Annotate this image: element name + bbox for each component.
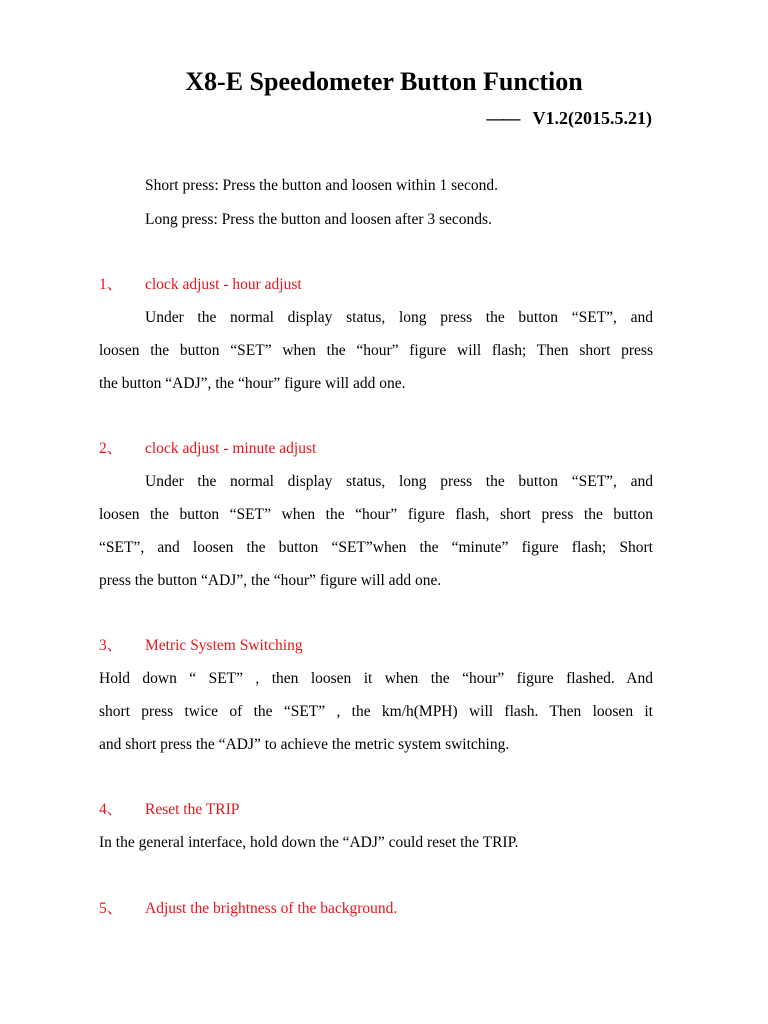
- section-2-line-4: press the button “ADJ”, the “hour” figure will add one.: [99, 572, 442, 589]
- section-1-line-3: the button “ADJ”, the “hour” figure will add one.: [99, 375, 406, 392]
- section-2-line-1: Under the normal display status, long press the button “SET”, and: [145, 473, 653, 490]
- intro-short-press: Short press: Press the button and loosen within 1 second.: [145, 177, 499, 194]
- section-1-number: 1、: [99, 276, 123, 293]
- section-5-title: Adjust the brightness of the background.: [145, 900, 398, 917]
- section-2-line-2: loosen the button “SET” when the “hour” figure flash, short press the button: [99, 506, 653, 523]
- section-3-title: Metric System Switching: [145, 637, 303, 654]
- section-4-heading: [99, 799, 239, 821]
- section-3-number: 3、: [99, 637, 123, 654]
- version-line: [486, 104, 652, 132]
- section-1-title: clock adjust - hour adjust: [145, 276, 302, 293]
- section-3-line-3: and short press the “ADJ” to achieve the metric system switching.: [99, 736, 510, 753]
- section-4-number: 4、: [99, 801, 123, 818]
- section-1-line-1: Under the normal display status, long press the button “SET”, and: [145, 309, 653, 326]
- section-2-line-3: “SET”, and loosen the button “SET”when the “minute” figure flash; Short: [99, 539, 653, 556]
- version-label: V1.2(2015.5.21): [532, 108, 652, 128]
- section-3-line-1: Hold down “ SET” , then loosen it when the “hour” figure flashed. And: [99, 670, 653, 687]
- section-1-line-2: loosen the button “SET” when the “hour” figure will flash; Then short press: [99, 342, 653, 359]
- section-5-number: 5、: [99, 900, 123, 917]
- section-2-title: clock adjust - minute adjust: [145, 440, 317, 457]
- section-3-line-2: short press twice of the “SET” , the km/h(MPH) will flash. Then loosen it: [99, 703, 653, 720]
- page-title: X8-E Speedometer Button Function: [185, 67, 583, 96]
- section-3-heading: [99, 635, 303, 657]
- section-5-heading: [99, 898, 397, 920]
- intro-long-press: Long press: Press the button and loosen after 3 seconds.: [145, 211, 492, 228]
- section-2-heading: [99, 438, 316, 460]
- section-4-title: Reset the TRIP: [145, 801, 240, 818]
- version-dash: ——: [486, 108, 519, 128]
- section-4-line-1: In the general interface, hold down the “ADJ” could reset the TRIP.: [99, 834, 519, 851]
- section-1-heading: [99, 274, 302, 296]
- section-2-number: 2、: [99, 440, 123, 457]
